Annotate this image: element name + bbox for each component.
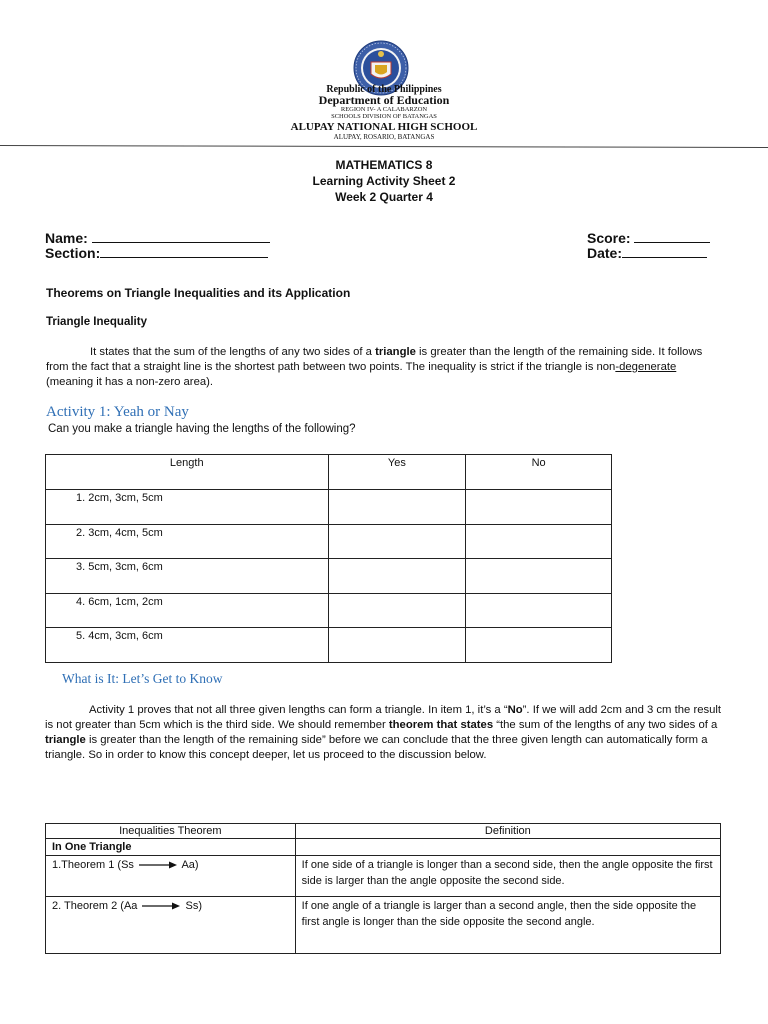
no-cell[interactable] <box>466 559 612 594</box>
sheet-title: Learning Activity Sheet 2 <box>312 174 456 188</box>
length-cell: 1. 2cm, 3cm, 5cm <box>46 490 329 525</box>
whatisit-paragraph: Activity 1 proves that not all three given lengths can form a triangle. In item 1, it’s a “No”. If we will add 2cm and 3 cm the result is not greater than 5cm which is the third side. We should remember theorem that states “the sum of the lengths of any two sides of a triangle is greater than the length of the remaining side” before we can conclude that the three given length can automatically form a triangle. So in order to know this concept deeper, let us proceed to the discussion below. <box>45 704 722 761</box>
right-arrow-icon <box>139 861 177 869</box>
table-row <box>46 628 612 663</box>
length-cell: 2. 3cm, 4cm, 5cm <box>46 524 329 559</box>
date-field[interactable] <box>587 244 707 261</box>
date-blank[interactable] <box>622 244 707 258</box>
length-cell: 4. 6cm, 1cm, 2cm <box>46 593 329 628</box>
activity1-table <box>45 454 612 663</box>
yes-cell[interactable] <box>328 524 466 559</box>
section-label: Section: <box>45 245 101 261</box>
subtopic-heading: Triangle Inequality <box>46 316 147 328</box>
header-divider <box>0 145 768 148</box>
header-republic: Republic of the Philippines <box>326 84 442 95</box>
activity1-question: Can you make a triangle having the lengths of the following? <box>48 423 356 435</box>
yes-cell[interactable] <box>328 593 466 628</box>
header-department: Department of Education <box>318 93 450 107</box>
definition-cell: If one angle of a triangle is larger than a second angle, then the side opposite the first angle is longer than the side opposite the second angle. <box>295 897 720 954</box>
topic-heading: Theorems on Triangle Inequalities and its Application <box>46 286 351 300</box>
theorems-table <box>45 823 721 954</box>
date-label: Date: <box>587 245 623 261</box>
name-label: Name: <box>45 230 88 246</box>
empty-cell <box>295 839 720 856</box>
table-header-row <box>46 455 612 490</box>
header-school: ALUPAY NATIONAL HIGH SCHOOL <box>290 121 478 133</box>
group-label: In One Triangle <box>46 839 296 856</box>
name-blank[interactable] <box>92 229 270 243</box>
no-cell[interactable] <box>466 490 612 525</box>
yes-cell[interactable] <box>328 559 466 594</box>
no-cell[interactable] <box>466 628 612 663</box>
yes-cell[interactable] <box>328 490 466 525</box>
definition-cell: If one side of a triangle is longer than a second side, then the angle opposite the first side is larger than the angle opposite the second side. <box>295 856 720 897</box>
table-row <box>46 559 612 594</box>
theorem-name-cell: 1.Theorem 1 (Ss Aa) <box>46 856 296 897</box>
theorem-name-cell: 2. Theorem 2 (Aa Ss) <box>46 897 296 954</box>
whatisit-heading: What is It: Let’s Get to Know <box>62 671 223 686</box>
no-cell[interactable] <box>466 593 612 628</box>
right-arrow-icon <box>142 902 180 910</box>
intro-paragraph: It states that the sum of the lengths of any two sides of a triangle is greater than the length of the remaining side. It follows from the fact that a straight line is the shortest path between two points. The inequality is strict if the triangle is non-degenerate (meaning it has a non-zero area). <box>46 346 703 388</box>
yes-cell[interactable] <box>328 628 466 663</box>
length-cell: 3. 5cm, 3cm, 6cm <box>46 559 329 594</box>
no-cell[interactable] <box>466 524 612 559</box>
length-cell: 5. 4cm, 3cm, 6cm <box>46 628 329 663</box>
header-address: ALUPAY, ROSARIO, BATANGAS <box>333 133 435 141</box>
table-row <box>46 897 721 954</box>
table-row <box>46 856 721 897</box>
section-field[interactable] <box>45 244 268 261</box>
column-header: Definition <box>295 824 720 839</box>
score-label: Score: <box>587 230 631 246</box>
column-header: Inequalities Theorem <box>46 824 296 839</box>
table-row <box>46 524 612 559</box>
table-header-row <box>46 824 721 839</box>
header-division: SCHOOLS DIVISION OF BATANGAS <box>331 113 437 120</box>
score-blank[interactable] <box>634 229 710 243</box>
section-blank[interactable] <box>100 244 268 258</box>
period-title: Week 2 Quarter 4 <box>335 190 433 204</box>
table-row <box>46 490 612 525</box>
subject-title: MATHEMATICS 8 <box>335 158 433 172</box>
table-row <box>46 593 612 628</box>
column-header: Length <box>46 455 329 490</box>
activity1-heading: Activity 1: Yeah or Nay <box>46 404 189 420</box>
table-group-row <box>46 839 721 856</box>
column-header: No <box>466 455 612 490</box>
header-region: REGION IV- A CALABARZON <box>340 106 428 113</box>
column-header: Yes <box>328 455 466 490</box>
